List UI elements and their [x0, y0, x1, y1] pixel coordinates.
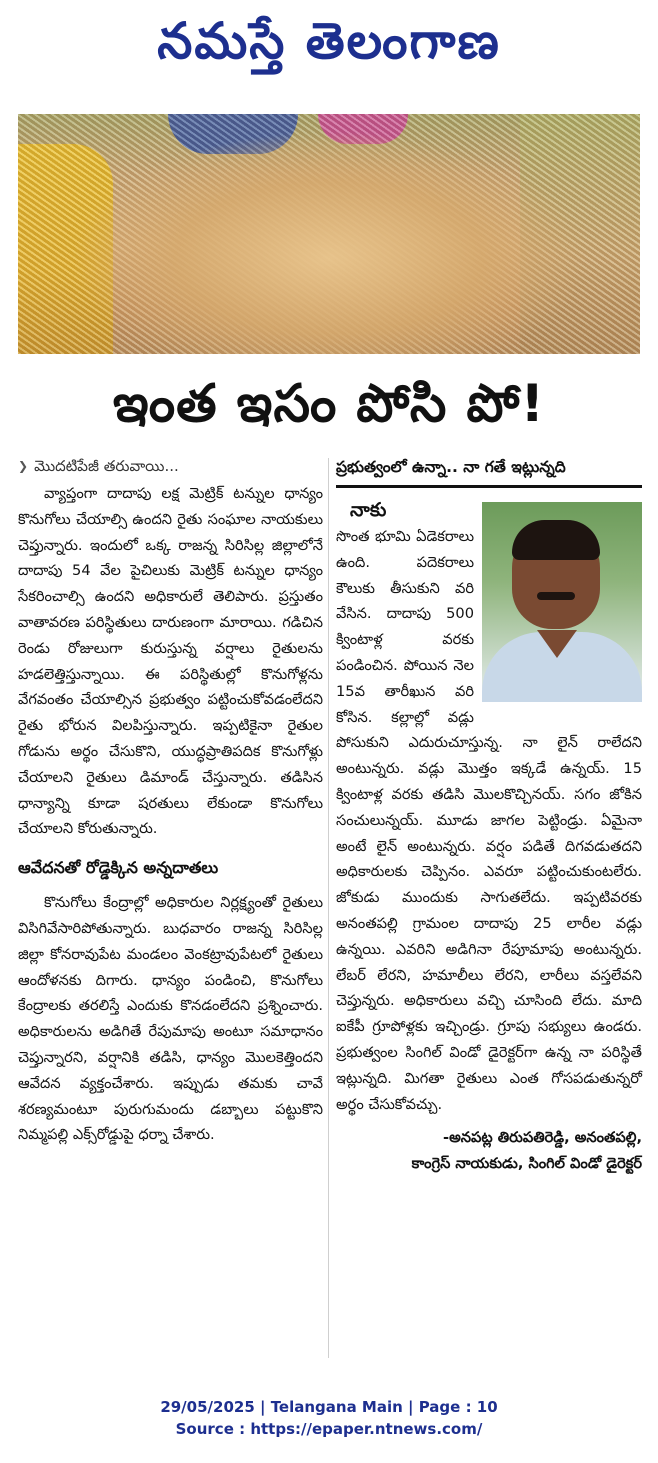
article-paragraph: వ్యాప్తంగా దాదాపు లక్ష మెట్రిక్ టన్నుల ధాన్యం కొనుగోలు చేయాల్సి ఉందని రైతు సంఘాల నాయకులు చెప్తున్నారు. ఇందులో ఒక్క రాజన్న సిరిసిల్ల జిల్లాలోనే దాదాపు 54 వేల పైచిలుకు మెట్రిక్ టన్నుల ధాన్యం సేకరించాల్సి ఉందని అధికారులే తెలిపారు. ప్రస్తుతం వాతావరణ పరిస్థితులు దారుణంగా మారాయి. గడిచిన రెండు రోజులుగా కురుస్తున్న వర్షాలు రైతులను హడలెత్తిస్తున్నాయి. ఈ పరిస్థితుల్లో కొనుగోళ్లను వేగవంతం చేయాల్సిన ప్రభుత్వం పట్టించుకోవడంలేదని రైతు భోరున విలపిస్తున్నారు. ఇప్పటికైనా రైతుల గోడును అర్థం చేసుకొని, యుద్ధప్రాతిపదిక కొనుగోళ్లు చేయాలని రైతులు డిమాండ్ చేస్తున్నారు. తడిసిన ధాన్యాన్ని కూడా షరతులు లేకుండా కొనుగోలు చేయాలని కోరుతున్నారు.: [18, 485, 323, 838]
quote-signoff: -అనపట్ల తిరుపతిరెడ్డి, అనంతపల్లి, కాంగ్రెస్ నాయకుడు, సింగిల్ విండో డైరెక్టర్: [411, 1129, 642, 1173]
grain-photo: [18, 114, 640, 354]
continuation-note: ❯ మొదటిపేజీ తరువాయి...: [18, 457, 179, 475]
right-column: [336, 455, 642, 1177]
edition-info: 29/05/2025 | Telangana Main | Page : 10: [160, 1398, 498, 1416]
page-footer: [0, 1396, 658, 1440]
source-link[interactable]: Source : https://epaper.ntnews.com/: [175, 1420, 483, 1438]
left-column: [18, 455, 323, 1148]
chevron-right-icon: ❯: [18, 459, 29, 473]
column-divider: [328, 458, 329, 1358]
farmer-portrait: [482, 502, 642, 702]
quote-heading: ప్రభుత్వంలో ఉన్నా.. నా గతే ఇట్లున్నది: [336, 455, 642, 488]
masthead-title: నమస్తే తెలంగాణ: [157, 12, 501, 70]
quote-lead-word: నాకు: [350, 499, 387, 521]
article-paragraph: కొనుగోలు కేంద్రాల్లో అధికారుల నిర్లక్ష్యంతో రైతులు విసిగివేసారిపోతున్నారు. బుధవారం రాజన్న సిరిసిల్ల జిల్లా కోనరావుపేట మండలం వెంకట్రావుపేటలో రైతులు ఆందోళనకు దిగారు. ధాన్యం పండించి, కొనుగోలు కేంద్రాలకు తరలిస్తే ఎందుకు కొనడంలేదని ప్రశ్నించారు. అధికారులను అడిగితే రేపుమాపు అంటూ సమాధానం చెప్తున్నారని, వర్షానికి తడిసి, ధాన్యం మొలకెత్తిందని ఆవేదన వ్యక్తంచేశారు. ఇప్పుడు తమకు చావే శరణ్యమంటూ పురుగుమందు డబ్బాలు పట్టుకొని నిమ్మపల్లి ఎక్స్‌రోడ్డుపై ధర్నా చేశారు.: [18, 894, 323, 1144]
quote-paragraph: సొంత భూమి ఏడెకరాలు ఉంది. పదెకరాలు కౌలుకు తీసుకుని వరి వేసిన. దాదాపు 500 క్వింటాళ్ల వరకు పండించిన. పోయిన నెల 15వ తారీఖున వరి కోసిన. కల్లాల్లో వడ్లు పోసుకుని ఎదురుచూస్తున్న. నా లైన్ రాలేదని అంటున్నరు. వడ్లు మొత్తం ఇక్కడే ఉన్నయ్. 15 క్వింటాళ్ల వరకు తడిసి మొలకొచ్చినయ్. సగం జోకిన సంచులున్నయ్. మూడు జాగల పెట్టిండ్రు. ఏమైనా అంటే లైన్ అంటున్నరు. వర్షం పడితే దిగవడుతదని అధికారులకు చెప్పినం. ఎవరూ పట్టించుకుంటలేరు. జోకుడు ముందుకు సాగుతలేదు. ఇప్పటివరకు అనంతపల్లి గ్రామంల దాదాపు 25 లారీల వడ్లు ఉన్నయి. ఎవరిని అడిగినా రేపూమాపు అంటున్నరు. లేబర్ లేరని, హమాలీలు లేరని, లారీలు వస్తలేవని చెప్తున్నరు. అధికారులు వచ్చి చూసింది లేదు. మాది ఐకేపీ గ్రూపోళ్లకు ఇచ్చిండ్రు. గ్రూపు సభ్యులు ఉండరు. ప్రభుత్వంల సింగిల్ విండో డైరెక్టర్‌గా ఉన్న నా పరిస్థితే ఇట్లున్నది. మిగతా రైతులు ఎంత గోసపడుతున్నరో అర్థం చేసుకోవచ్చు.: [336, 528, 642, 1113]
headline: ఇంత ఇసం పోసి పో!: [112, 374, 546, 434]
subheading: ఆవేదనతో రోడ్డెక్కిన అన్నదాతలు: [18, 858, 219, 878]
